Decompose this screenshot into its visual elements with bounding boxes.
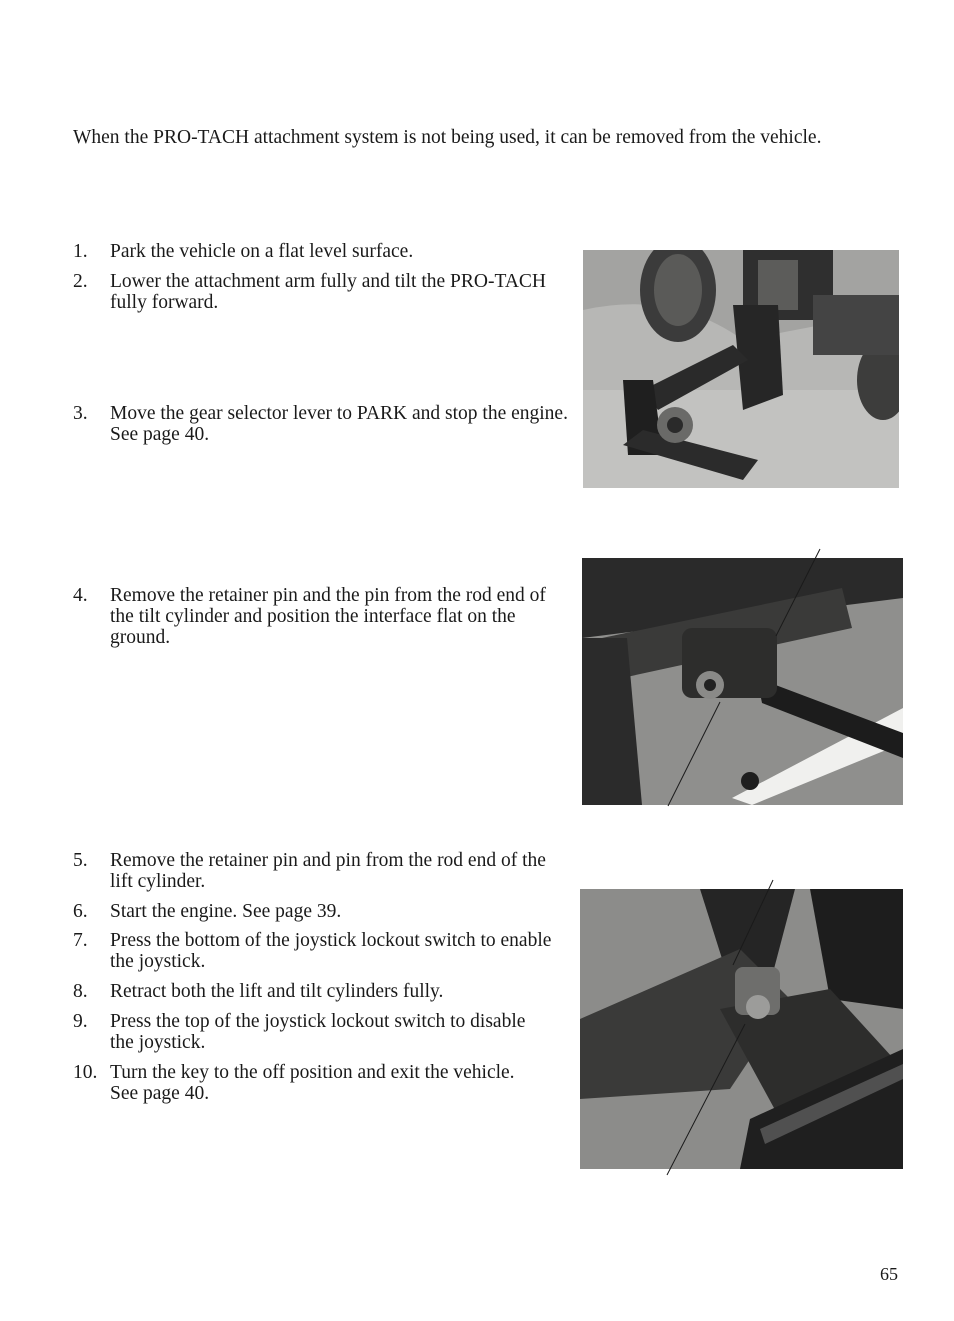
step-9 xyxy=(73,1011,563,1053)
step-text: Lower the attachment arm fully and tilt the PRO-TACH fully forward. xyxy=(110,271,546,313)
step-text: Start the engine. See page 39. xyxy=(110,901,342,922)
step-number: 4. xyxy=(73,585,88,606)
step-text: Press the bottom of the joystick lockout switch to enable the joystick. xyxy=(110,930,552,972)
photo-tilt-cylinder-pin xyxy=(582,558,903,805)
step-number: 9. xyxy=(73,1011,88,1032)
step-number: 10. xyxy=(73,1062,98,1083)
intro-paragraph: When the PRO-TACH attachment system is not being used, it can be removed from the vehicle. xyxy=(73,127,822,148)
step-10 xyxy=(73,1062,563,1104)
step-text: Remove the retainer pin and pin from the rod end of the lift cylinder. xyxy=(110,850,546,892)
photo-lift-cylinder-pin xyxy=(580,889,903,1169)
step-number: 6. xyxy=(73,901,88,922)
step-5 xyxy=(73,850,563,892)
step-8 xyxy=(73,981,563,1002)
step-number: 7. xyxy=(73,930,88,951)
step-text: Retract both the lift and tilt cylinders fully. xyxy=(110,981,444,1002)
step-text: Move the gear selector lever to PARK and stop the engine. See page 40. xyxy=(110,403,568,445)
step-number: 2. xyxy=(73,271,88,292)
step-2 xyxy=(73,271,563,313)
step-number: 5. xyxy=(73,850,88,871)
step-number: 3. xyxy=(73,403,88,424)
step-1 xyxy=(73,241,573,262)
step-3 xyxy=(73,403,573,445)
step-text: Remove the retainer pin and the pin from the rod end of the tilt cylinder and position the interface flat on the ground. xyxy=(110,585,546,648)
step-text: Turn the key to the off position and exit the vehicle. See page 40. xyxy=(110,1062,515,1104)
step-6 xyxy=(73,901,563,922)
step-text: Park the vehicle on a flat level surface. xyxy=(110,241,414,262)
step-number: 1. xyxy=(73,241,88,262)
step-text: Press the top of the joystick lockout switch to disable the joystick. xyxy=(110,1011,526,1053)
step-4 xyxy=(73,585,563,648)
photo-protach-forward xyxy=(583,250,899,488)
step-number: 8. xyxy=(73,981,88,1002)
step-7 xyxy=(73,930,563,972)
page-number: 65 xyxy=(880,1264,898,1284)
